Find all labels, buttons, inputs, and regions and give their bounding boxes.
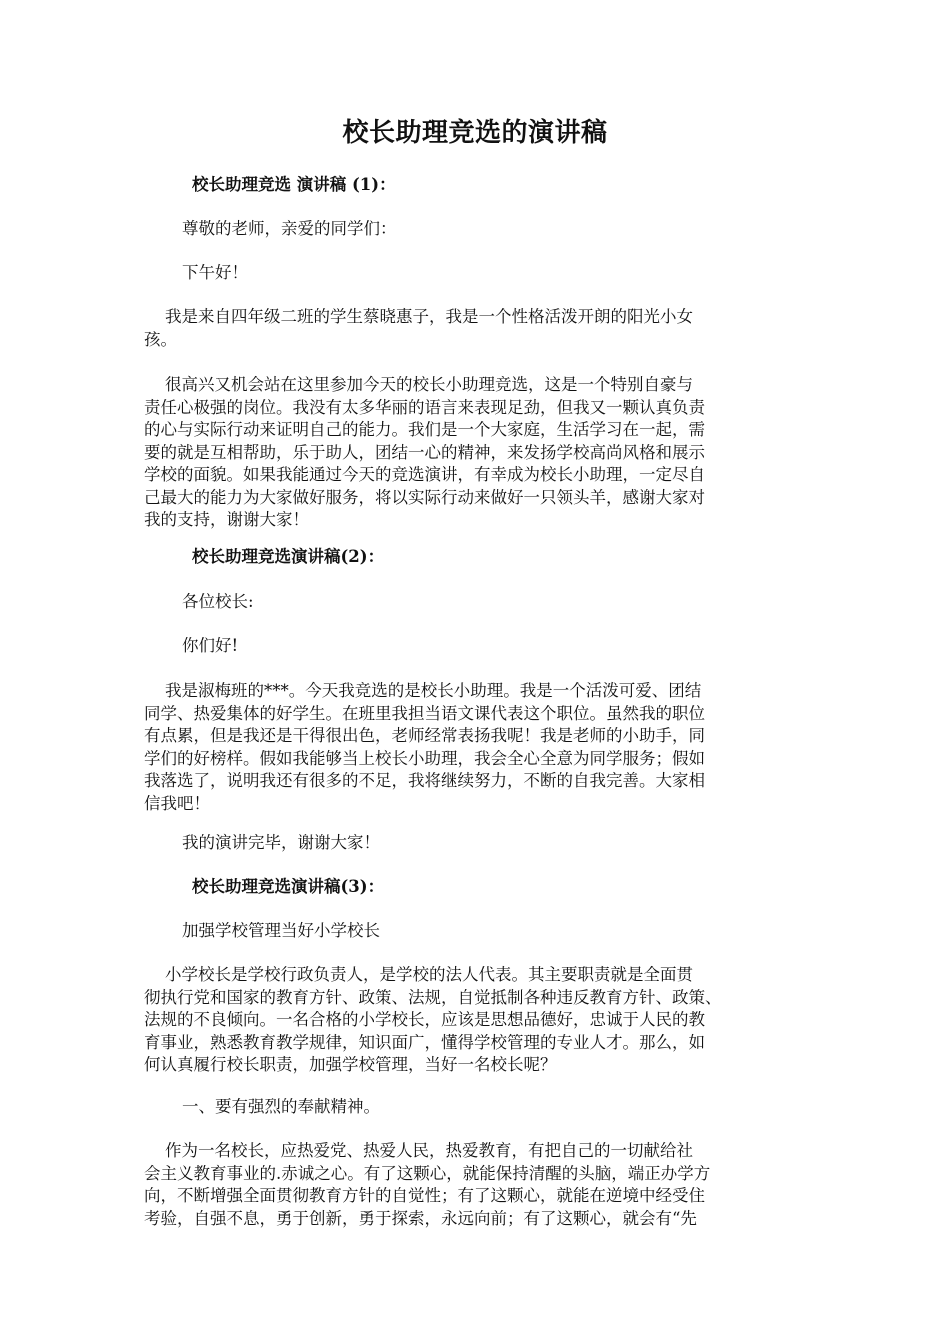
text-line: 学们的好榜样。假如我能够当上校长小助理，我会全心全意为同学服务；假如 <box>144 748 705 768</box>
salutation: 各位校长: <box>182 592 254 611</box>
text-line: 育事业，熟悉教育教学规律，知识面广，懂得学校管理的专业人才。那么，如 <box>144 1032 705 1052</box>
document-title: 校长助理竞选的演讲稿 <box>342 118 608 148</box>
text-line: 同学、热爱集体的好学生。在班里我担当语文课代表这个职位。虽然我的职位 <box>144 703 705 723</box>
text-line: 有点累，但是我还是干得很出色，老师经常表扬我呢！我是老师的小助手，同 <box>144 726 705 745</box>
text-line: 孩。 <box>144 329 177 349</box>
subtitle-line: 加强学校管理当好小学校长 <box>182 921 380 940</box>
text-line: 我是淑梅班的***。今天我竞选的是校长小助理。我是一个活泼可爱、团结 <box>144 681 702 700</box>
section-heading: 校长助理竞选 演讲稿 (1)： <box>192 175 396 194</box>
text-line: 己最大的能力为大家做好服务，将以实际行动来做好一只领头羊，感谢大家对 <box>144 487 705 507</box>
text-line: 考验，自强不息，勇于创新，勇于探索，永远向前；有了这颗心，就会有“先 <box>144 1208 697 1228</box>
text-line: 要的就是互相帮助，乐于助人，团结一心的精神，来发扬学校高尚风格和展示 <box>144 442 705 462</box>
text-line: 我落选了，说明我还有很多的不足，我将继续努力，不断的自我完善。大家相 <box>144 771 705 790</box>
paragraph <box>144 680 804 815</box>
greeting: 下午好！ <box>182 263 248 282</box>
greeting: 你们好! <box>182 636 239 655</box>
section-heading: 校长助理竞选演讲稿(2)： <box>192 547 385 566</box>
point-heading: 一、要有强烈的奉献精神。 <box>182 1097 380 1116</box>
text-line: 向，不断增强全面贯彻教育方针的自觉性；有了这颗心，就能在逆境中经受住 <box>144 1186 705 1205</box>
text-line: 会主义教育事业的.赤诚之心。有了这颗心，就能保持清醒的头脑，端正办学方 <box>144 1163 711 1183</box>
section-heading: 校长助理竞选演讲稿(3)： <box>192 877 385 896</box>
text-line: 作为一名校长，应热爱党、热爱人民，热爱教育，有把自己的一切献给社 <box>144 1141 693 1160</box>
text-line: 我的支持，谢谢大家！ <box>144 510 309 529</box>
text-line: 法规的不良倾向。一名合格的小学校长，应该是思想品德好，忠诚于人民的教 <box>144 1010 705 1029</box>
salutation: 尊敬的老师，亲爱的同学们： <box>182 219 397 238</box>
text-line: 彻执行党和国家的教育方针、政策、法规，自觉抵制各种违反教育方针、政策、 <box>144 987 722 1007</box>
paragraph <box>144 1140 804 1230</box>
text-line: 小学校长是学校行政负责人，是学校的法人代表。其主要职责就是全面贯 <box>144 965 693 984</box>
text-line: 何认真履行校长职责，加强学校管理，当好一名校长呢？ <box>144 1055 557 1074</box>
text-line: 我是来自四年级二班的学生蔡晓惠子，我是一个性格活泼开朗的阳光小女 <box>144 307 693 326</box>
paragraph <box>144 306 804 351</box>
text-line: 的心与实际行动来证明自己的能力。我们是一个大家庭，生活学习在一起，需 <box>144 420 705 439</box>
text-line: 责任心极强的岗位。我没有太多华丽的语言来表现足劲，但我又一颗认真负责 <box>144 397 705 417</box>
closing-line: 我的演讲完毕，谢谢大家！ <box>182 833 380 852</box>
text-line: 很高兴又机会站在这里参加今天的校长小助理竞选，这是一个特别自豪与 <box>144 375 693 394</box>
paragraph <box>144 964 804 1077</box>
paragraph <box>144 374 804 532</box>
text-line: 信我吧！ <box>144 793 210 813</box>
text-line: 学校的面貌。如果我能通过今天的竞选演讲，有幸成为校长小助理，一定尽自 <box>144 465 705 484</box>
